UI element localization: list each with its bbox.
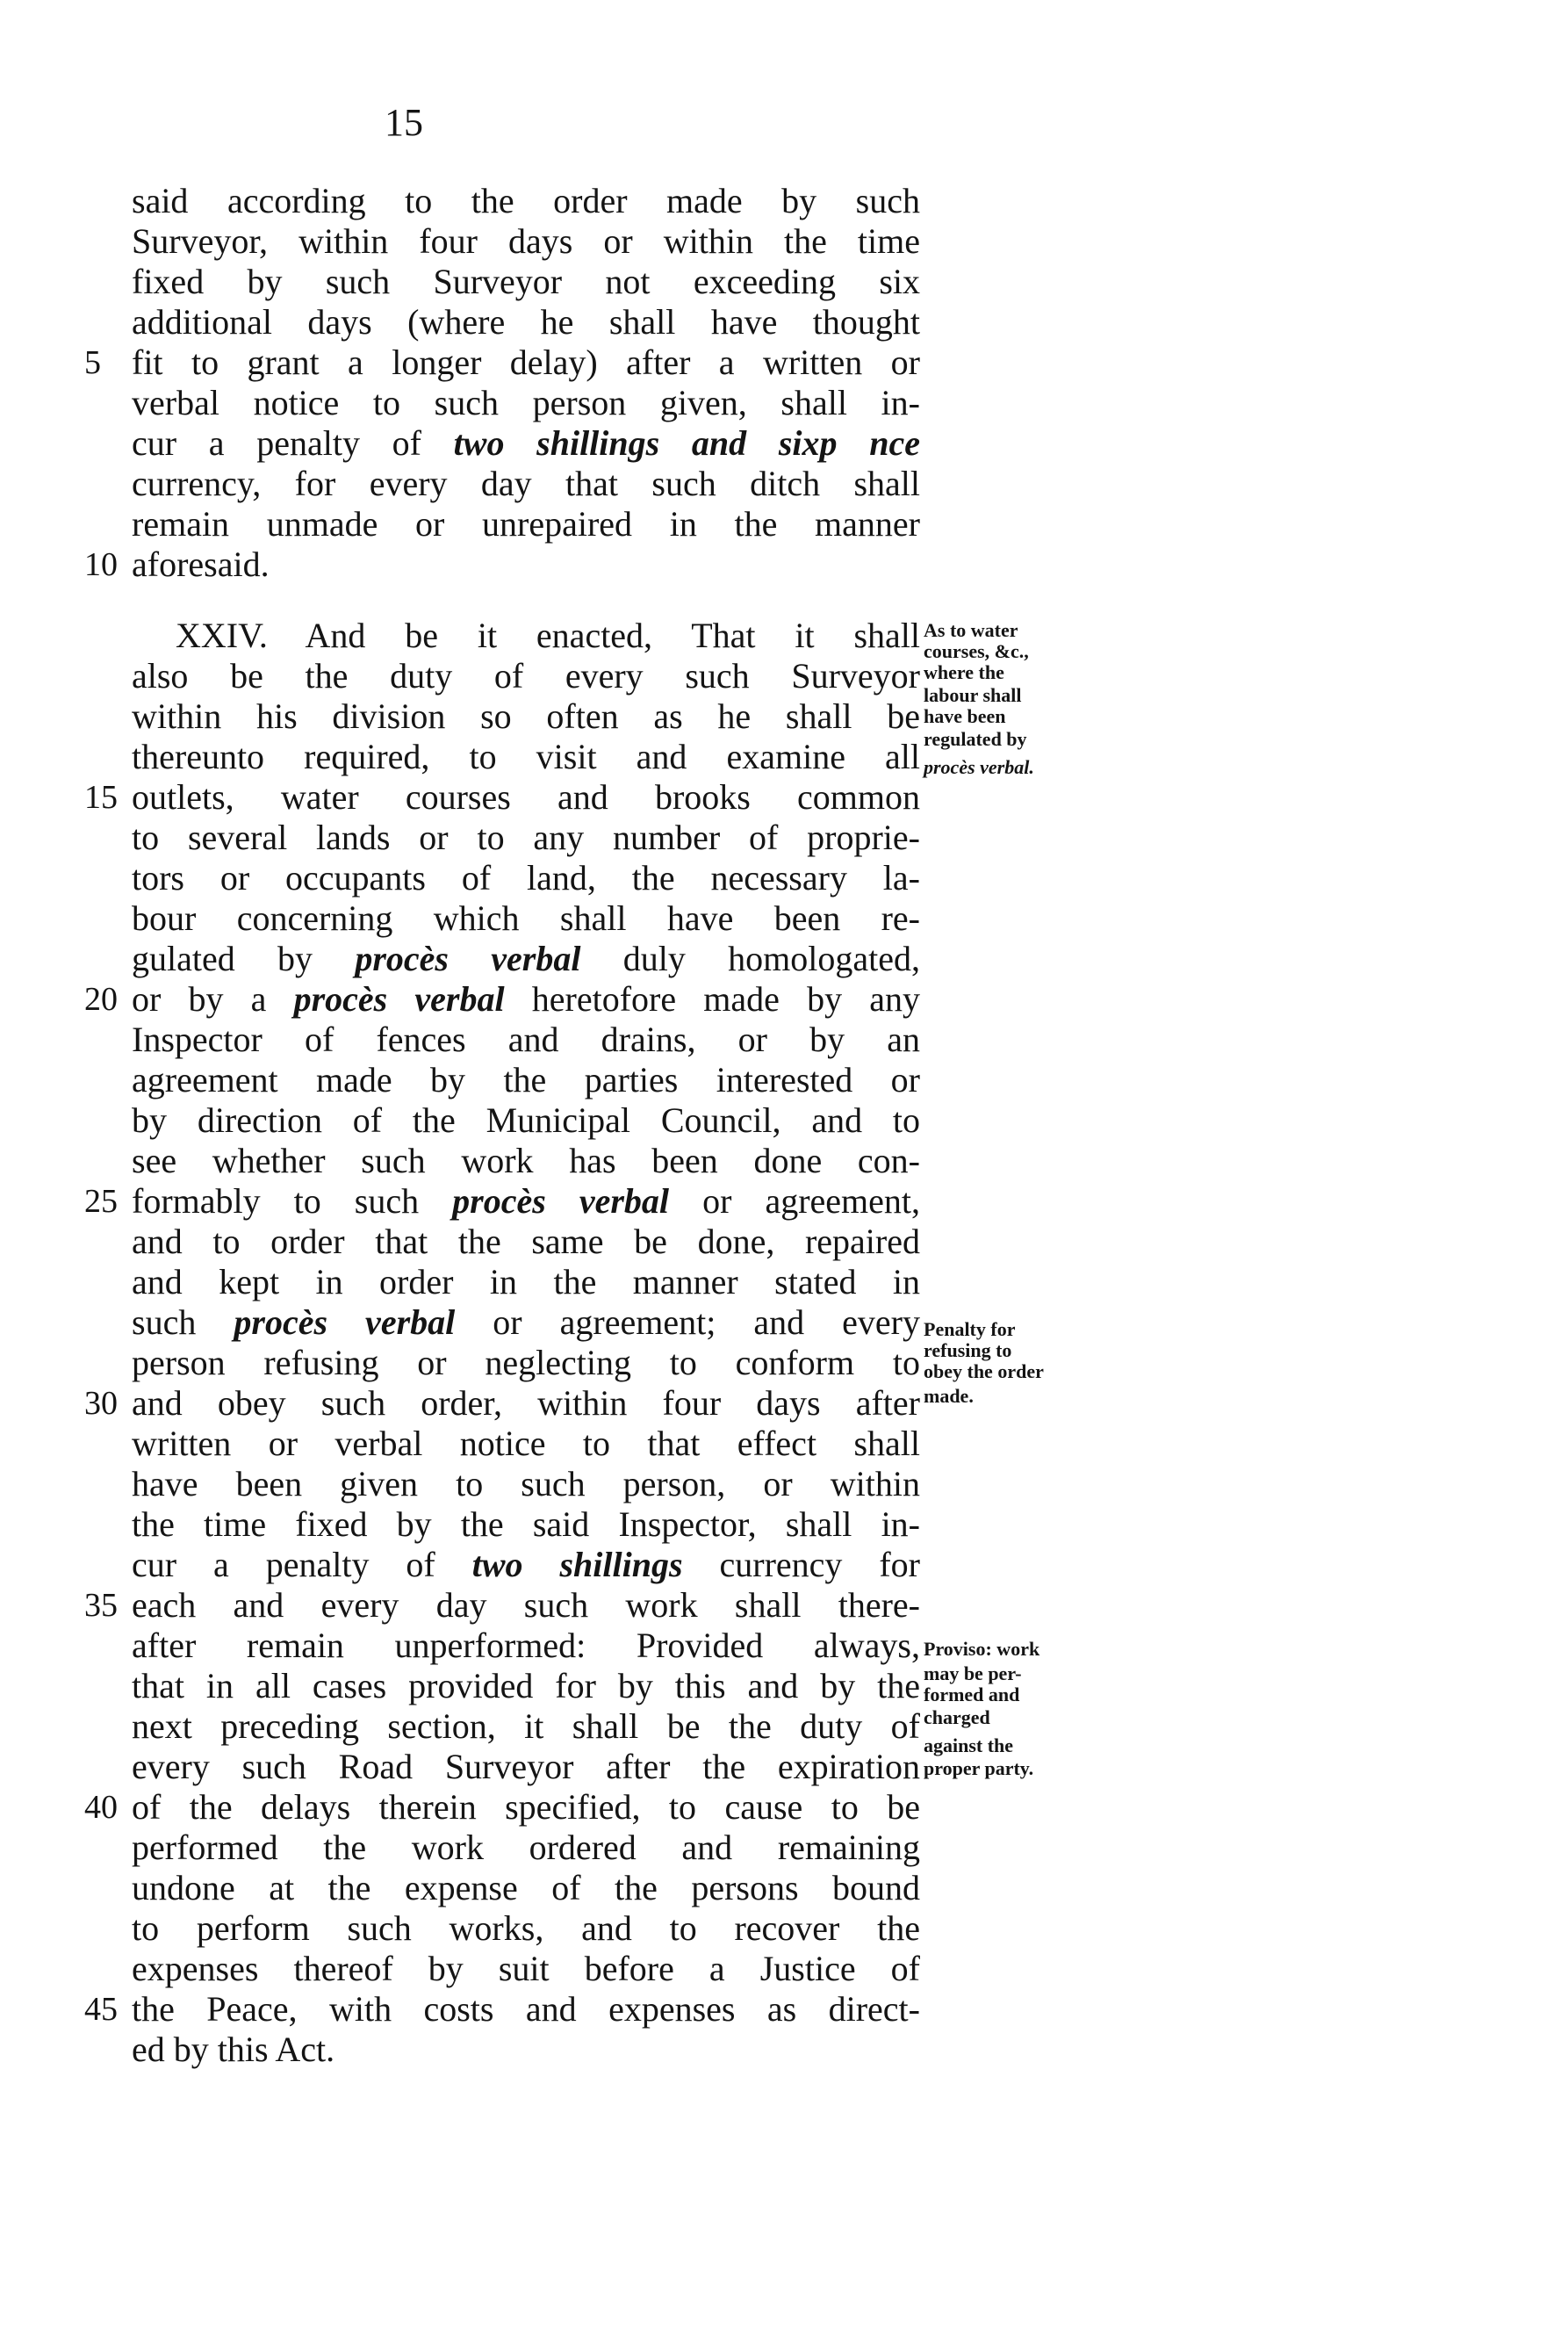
text-line: fixed by such Surveyor not exceeding six [132, 262, 920, 301]
text-line: the time fixed by the said Inspector, shall in- [132, 1504, 920, 1544]
text-line: cur a penalty of two shillings currency for [132, 1545, 921, 1584]
text-line: see whether such work has been done con- [132, 1141, 920, 1180]
text-line: performed the work ordered and remaining [132, 1828, 920, 1867]
text-line: expenses thereof by suit before a Justice of [132, 1949, 920, 1988]
text-line: formably to such procès verbal or agreement, [132, 1181, 921, 1221]
line-number: 20 [84, 981, 118, 1018]
text-line: Inspector of fences and drains, or by an [132, 1020, 920, 1059]
marginal-note-line: obey the order [924, 1360, 1044, 1382]
page-number: 15 [385, 101, 423, 144]
text-line: also be the duty of every such Surveyor [132, 656, 920, 696]
text-line: or by a procès verbal heretofore made by any [132, 979, 920, 1019]
text-line: after remain unperformed: Provided always, [132, 1626, 920, 1665]
line-number: 25 [84, 1183, 118, 1220]
text-line: remain unmade or unrepaired in the manner [132, 504, 920, 544]
text-line: such procès verbal or agreement; and every [132, 1302, 921, 1342]
marginal-note-line: have been [924, 705, 1006, 727]
marginal-note-line: procès verbal. [924, 756, 1034, 778]
marginal-note-line: made. [924, 1385, 974, 1407]
text-line: and to order that the same be done, repaired [132, 1222, 920, 1261]
text-line: within his division so often as he shall be [132, 696, 920, 736]
text-line: have been given to such person, or within [132, 1464, 920, 1503]
text-line: currency, for every day that such ditch shall [132, 464, 920, 503]
section-heading-line: XXIV. And be it enacted, That it shall [176, 616, 920, 655]
text-line: the Peace, with costs and expenses as direct- [132, 1989, 920, 2029]
text-line: person refusing or neglecting to conform to [132, 1343, 920, 1382]
text-line: gulated by procès verbal duly homologated, [132, 939, 921, 978]
marginal-note-line: may be per- [924, 1662, 1022, 1684]
marginal-note-line: courses, &c., [924, 640, 1029, 662]
line-number: 30 [84, 1385, 118, 1422]
text-line: said according to the order made by such [132, 181, 920, 220]
text-line: by direction of the Municipal Council, and to [132, 1100, 920, 1140]
text-line: and obey such order, within four days after [132, 1383, 920, 1423]
marginal-note-line: Proviso: work [924, 1638, 1040, 1660]
text-line: and kept in order in the manner stated in [132, 1262, 920, 1301]
marginal-note-line: where the [924, 661, 1004, 683]
text-line: additional days (where he shall have thought [132, 302, 920, 342]
marginal-note-line: against the [924, 1734, 1014, 1756]
marginal-note-line: formed and [924, 1684, 1020, 1705]
text-line: Surveyor, within four days or within the time [132, 221, 920, 261]
text-line: outlets, water courses and brooks common [132, 777, 920, 817]
marginal-note-line: Penalty for [924, 1318, 1016, 1340]
text-line: agreement made by the parties interested or [132, 1060, 920, 1100]
text-line: that in all cases provided for by this and by the [132, 1666, 920, 1705]
text-line: every such Road Surveyor after the expiration [132, 1747, 920, 1786]
text-line: cur a penalty of two shillings and sixp nce [132, 423, 920, 463]
text-line: fit to grant a longer delay) after a written or [132, 342, 920, 382]
text-line: verbal notice to such person given, shall in- [132, 383, 920, 422]
line-number: 45 [84, 1991, 118, 2028]
text-line: undone at the expense of the persons bound [132, 1868, 920, 1907]
marginal-note-line: labour shall [924, 684, 1022, 706]
marginal-note-line: refusing to [924, 1339, 1012, 1361]
text-line: thereunto required, to visit and examine all [132, 737, 920, 776]
line-number: 15 [84, 779, 118, 816]
line-number: 35 [84, 1587, 118, 1624]
marginal-note-line: regulated by [924, 728, 1027, 750]
text-line: to several lands or to any number of proprie- [132, 818, 920, 857]
marginal-note-line: As to water [924, 619, 1018, 641]
text-line: ed by this Act. [132, 2030, 335, 2069]
marginal-note-line: proper party. [924, 1757, 1034, 1779]
line-number: 10 [84, 546, 118, 583]
text-line: written or verbal notice to that effect shall [132, 1424, 920, 1463]
line-number: 40 [84, 1789, 118, 1826]
text-line: tors or occupants of land, the necessary la- [132, 858, 920, 898]
marginal-note-line: charged [924, 1706, 990, 1728]
text-line: bour concerning which shall have been re- [132, 898, 920, 938]
text-line: of the delays therein specified, to cause to be [132, 1787, 920, 1827]
line-number: 5 [84, 344, 101, 381]
text-line: aforesaid. [132, 544, 270, 584]
text-line: to perform such works, and to recover the [132, 1908, 920, 1948]
text-line: next preceding section, it shall be the duty of [132, 1706, 920, 1746]
text-line: each and every day such work shall there- [132, 1585, 920, 1625]
